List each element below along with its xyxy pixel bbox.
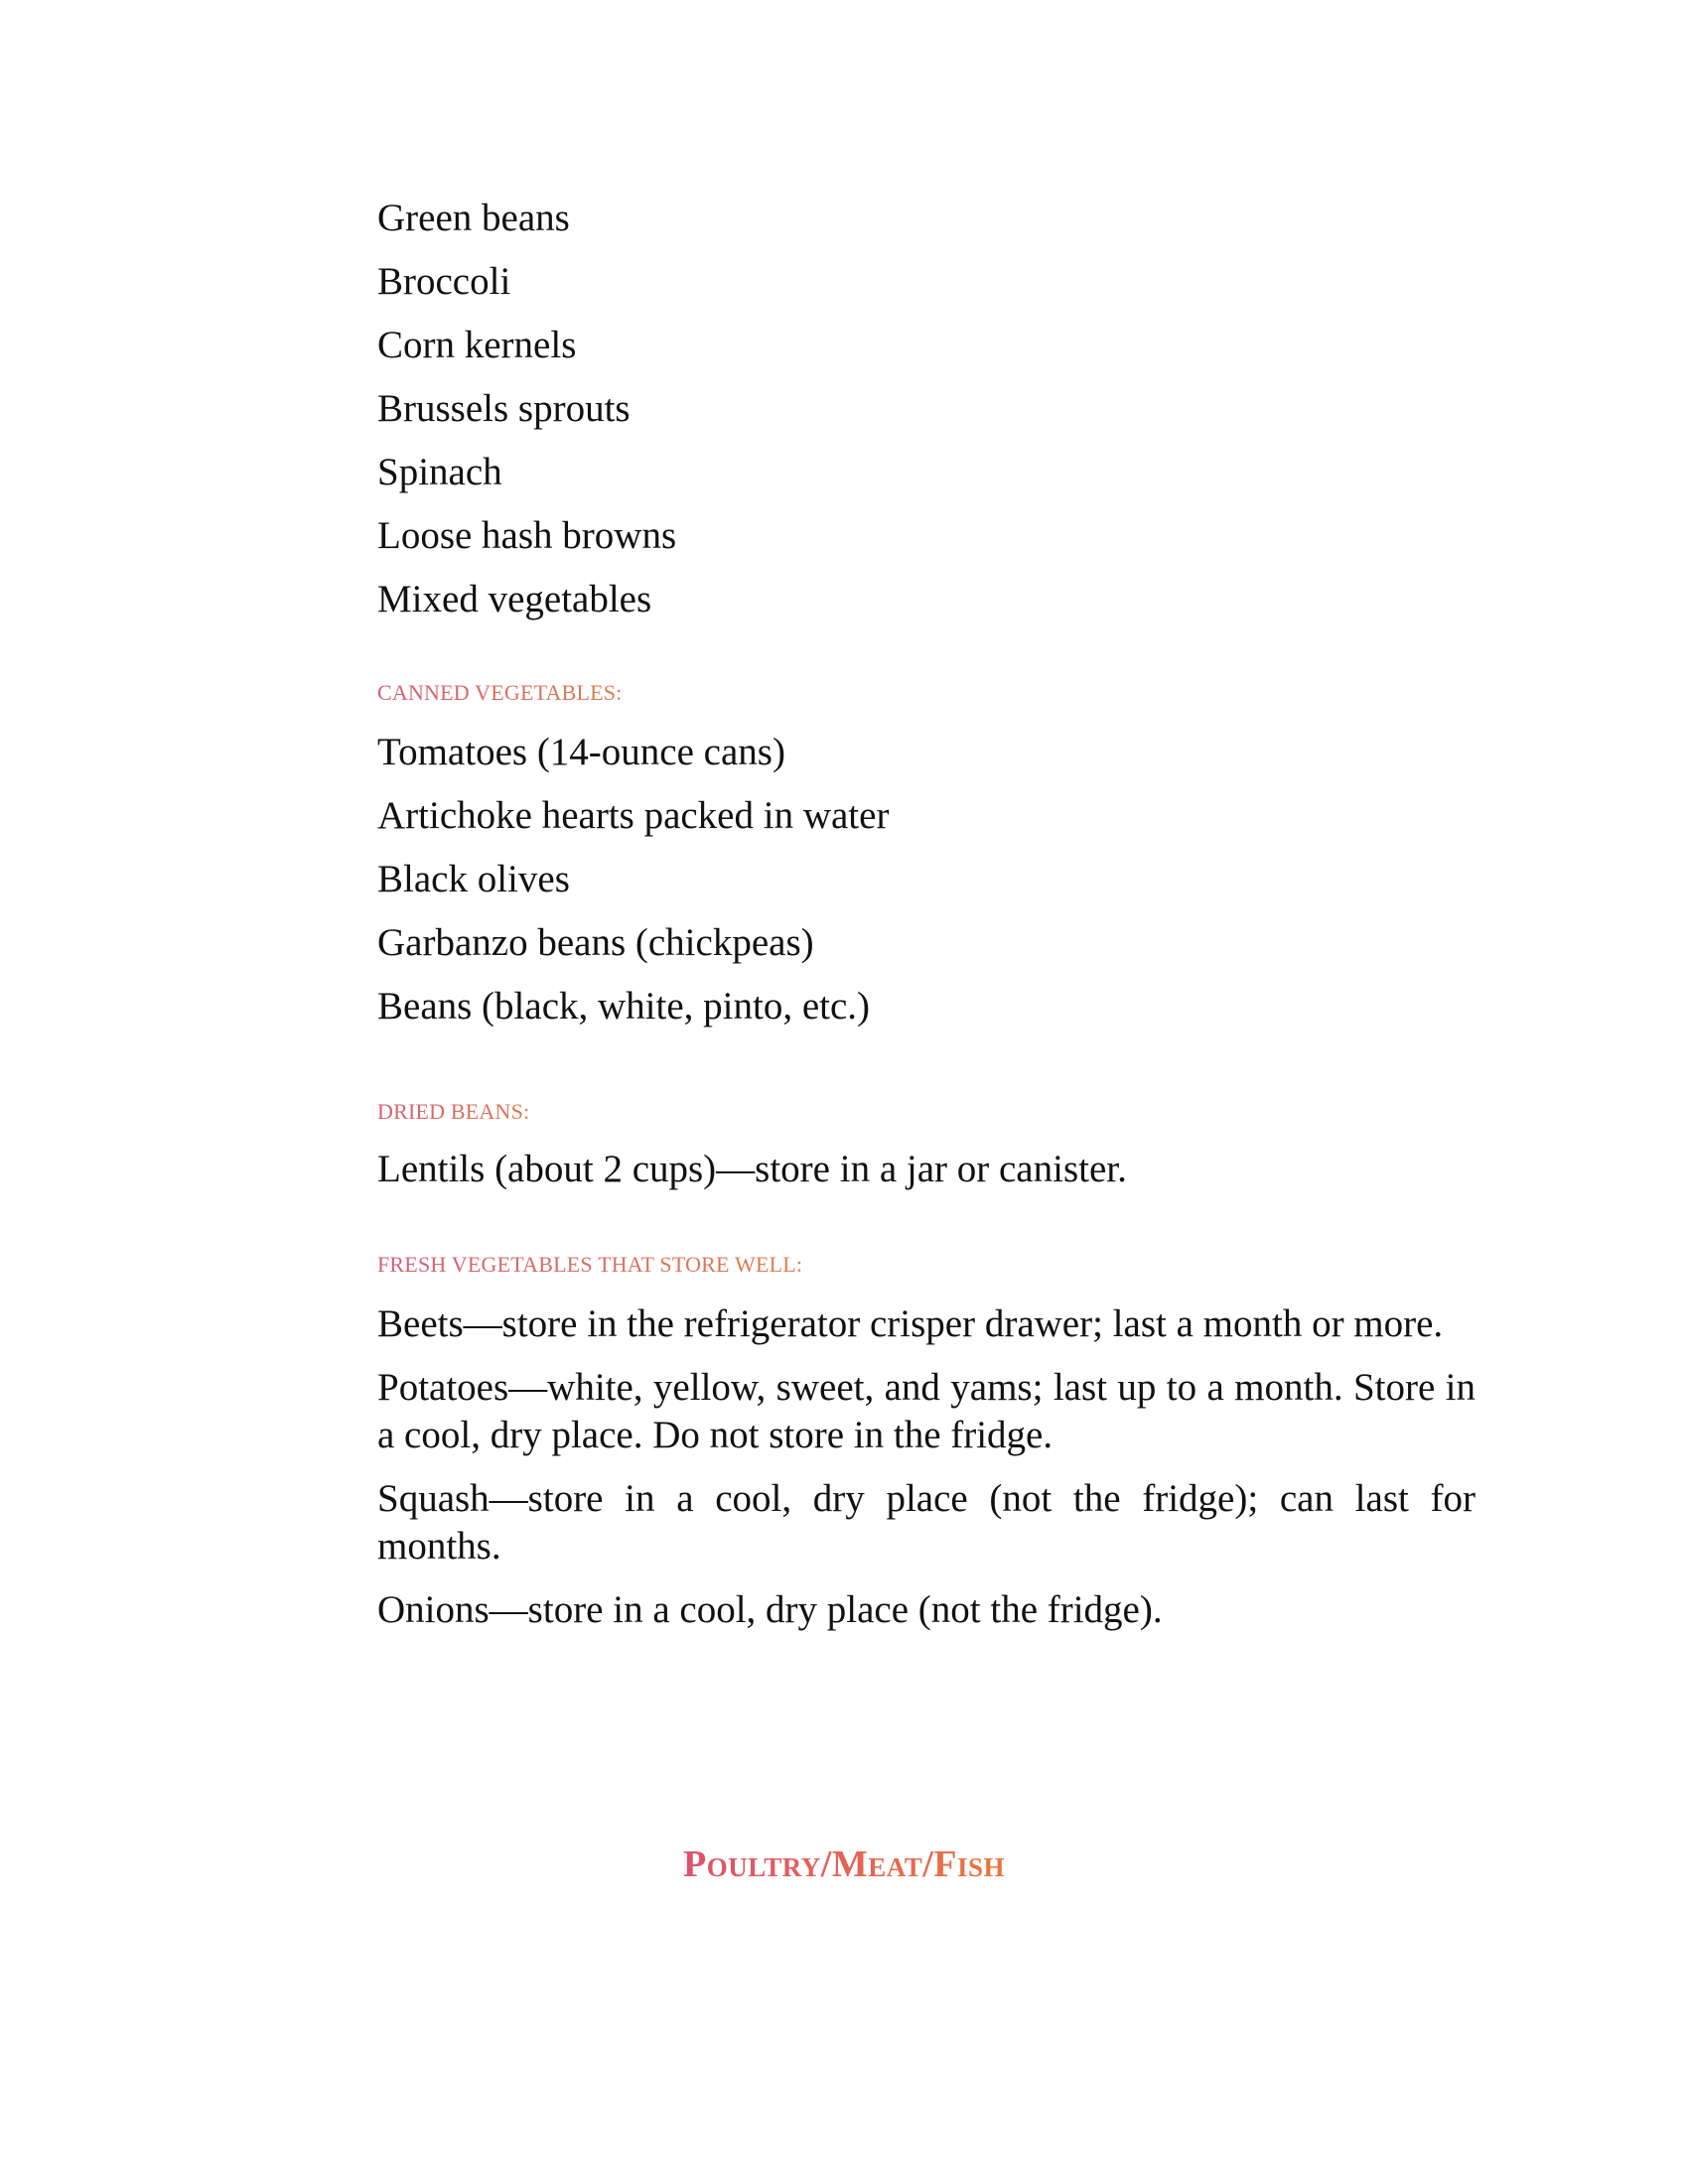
list-item: Beets—store in the refrigerator crisper drawer; last a month or more. xyxy=(377,1302,1444,1345)
canned-vegetables-section xyxy=(377,639,1476,1030)
list-item: Broccoli xyxy=(377,260,511,303)
document-page xyxy=(377,195,1476,1650)
list-item: Loose hash browns xyxy=(377,514,677,557)
next-section-title-text: Poultry/Meat/Fish xyxy=(682,1843,1006,1885)
section-heading-fresh: FRESH VEGETABLES THAT STORE WELL: xyxy=(377,1252,803,1277)
list-item: Mixed vegetables xyxy=(377,578,652,620)
list-item: Potatoes—white, yellow, sweet, and yams; last up to a month. Store in a cool, dry place. Do not store in the fridge. xyxy=(377,1366,1476,1456)
list-item: Corn kernels xyxy=(377,324,577,366)
dried-beans-section xyxy=(377,1046,1476,1193)
list-item: Onions—store in a cool, dry place (not the fridge). xyxy=(377,1588,1163,1631)
list-item: Garbanzo beans (chickpeas) xyxy=(377,921,814,964)
section-heading-dried: DRIED BEANS: xyxy=(377,1099,530,1124)
list-item: Spinach xyxy=(377,451,502,493)
list-item: Squash—store in a cool, dry place (not the fridge); can last for months. xyxy=(377,1477,1476,1568)
section-heading-canned: CANNED VEGETABLES: xyxy=(377,680,623,705)
frozen-vegetables-list xyxy=(377,195,1476,623)
list-item: Brussels sprouts xyxy=(377,387,631,430)
list-item: Lentils (about 2 cups)—store in a jar or canister. xyxy=(377,1148,1127,1190)
next-section-title xyxy=(0,1843,1688,1886)
list-item: Tomatoes (14-ounce cans) xyxy=(377,731,785,773)
list-item: Artichoke hearts packed in water xyxy=(377,794,890,837)
list-item: Beans (black, white, pinto, etc.) xyxy=(377,985,871,1027)
list-item: Green beans xyxy=(377,197,570,239)
list-item: Black olives xyxy=(377,858,570,900)
fresh-vegetables-section xyxy=(377,1209,1476,1634)
